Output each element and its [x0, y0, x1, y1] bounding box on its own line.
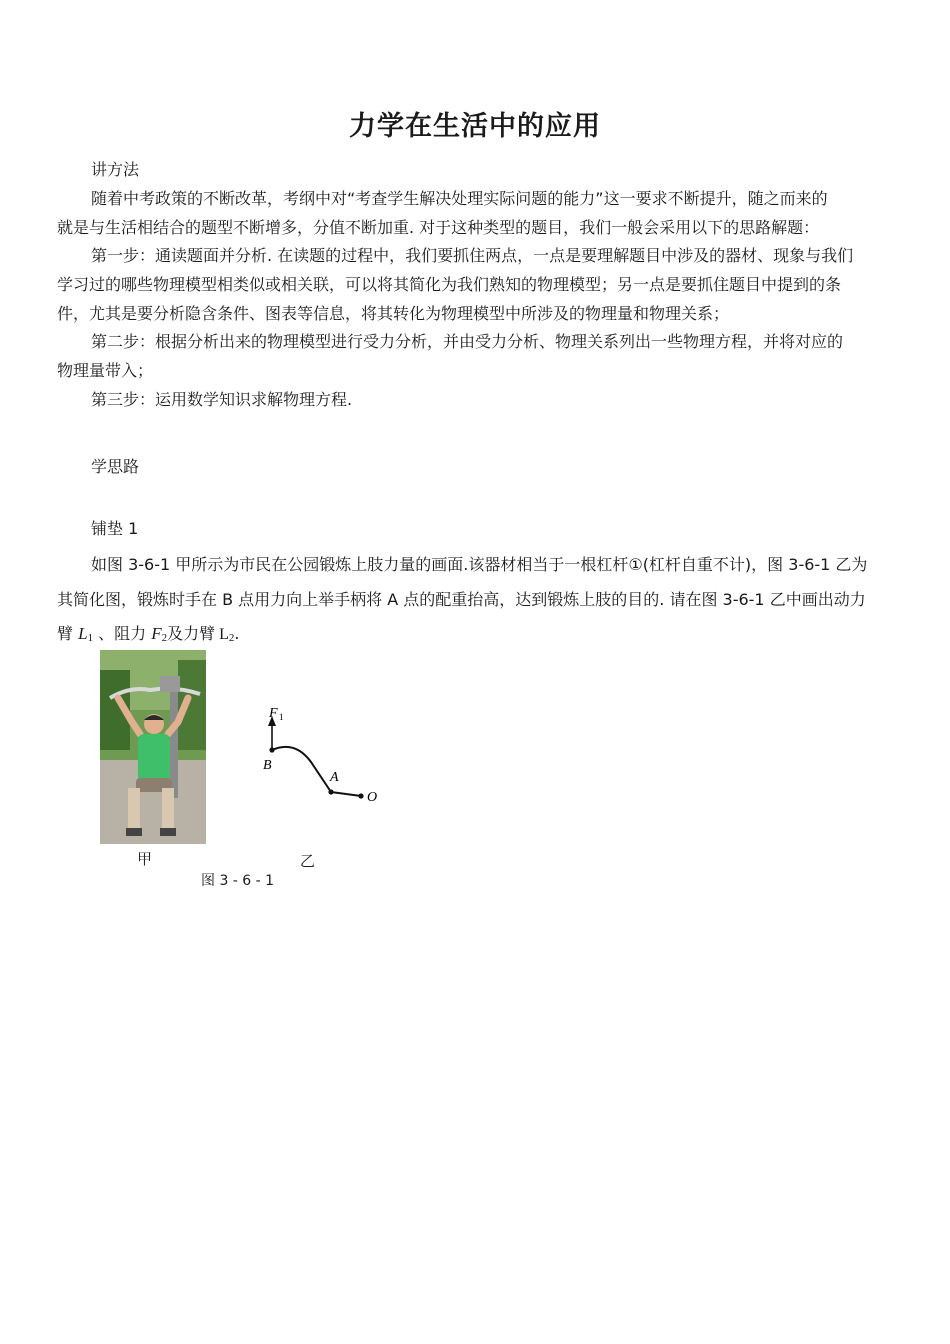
lever-curve: [272, 747, 331, 792]
step2-line-1: 第二步：根据分析出来的物理模型进行受力分析，并由受力分析、物理关系列出一些物理方程，并将对应的: [91, 332, 844, 351]
label-b: B: [263, 758, 272, 773]
point-b: [269, 747, 274, 752]
exercise-photo: [100, 650, 206, 844]
point-o: [358, 793, 363, 798]
step2-line-2: 物理量带入；: [57, 361, 154, 380]
intro-line-1: 随着中考政策的不断改革，考纲中对“考查学生解决处理实际问题的能力”这一要求不断提升，随之而来的: [91, 189, 828, 208]
step1-line-3: 件，尤其是要分析隐含条件、图表等信息，将其转化为物理模型中所涉及的物理量和物理关系；: [57, 304, 730, 323]
step1-line-2: 学习过的哪些物理模型相类似或相关联，可以将其简化为我们熟知的物理模型；另一点是要抓住题目中提到的条: [57, 275, 842, 294]
label-f1: F: [269, 706, 278, 721]
step3-line: 第三步：运用数学知识求解物理方程.: [91, 390, 353, 409]
section-heading-method: 讲方法: [91, 160, 140, 179]
step1-line-1: 第一步：通读题面并分析. 在读题的过程中，我们要抓住两点，一点是要理解题目中涉及的器材、现象与我们: [91, 246, 854, 265]
lever-segment-ao: [331, 792, 361, 796]
label-a: A: [330, 770, 339, 785]
problem-line-2: 其简化图，锻炼时手在 B 点用力向上举手柄将 A 点的配重抬高，达到锻炼上肢的目的. 请在图 3-6-1 乙中画出动力: [57, 590, 866, 609]
section-heading-example: 铺垫 1: [91, 519, 139, 538]
person-on-equipment-illustration: [100, 650, 206, 844]
lever-diagram: [255, 696, 395, 816]
point-a: [328, 789, 333, 794]
intro-line-2: 就是与生活相结合的题型不断增多，分值不断加重. 对于这种类型的题目，我们一般会采用以下的思路解题：: [57, 218, 820, 237]
section-heading-thinking: 学思路: [91, 457, 140, 476]
problem-line-1: 如图 3-6-1 甲所示为市民在公园锻炼上肢力量的画面.该器材相当于一根杠杆①(杠杆自重不计)，图 3-6-1 乙为: [91, 555, 868, 574]
label-f1-subscript: 1: [279, 712, 284, 722]
problem-line-3: 臂 $L_1$ 、阻力 $F_2$及力臂 $L_2$.: [57, 624, 240, 644]
figure-caption: 图 3 - 6 - 1: [201, 873, 275, 889]
page-title: 力学在生活中的应用: [349, 111, 601, 142]
caption-jia: 甲: [137, 850, 153, 868]
caption-yi: 乙: [300, 852, 316, 870]
label-o: O: [367, 790, 378, 805]
